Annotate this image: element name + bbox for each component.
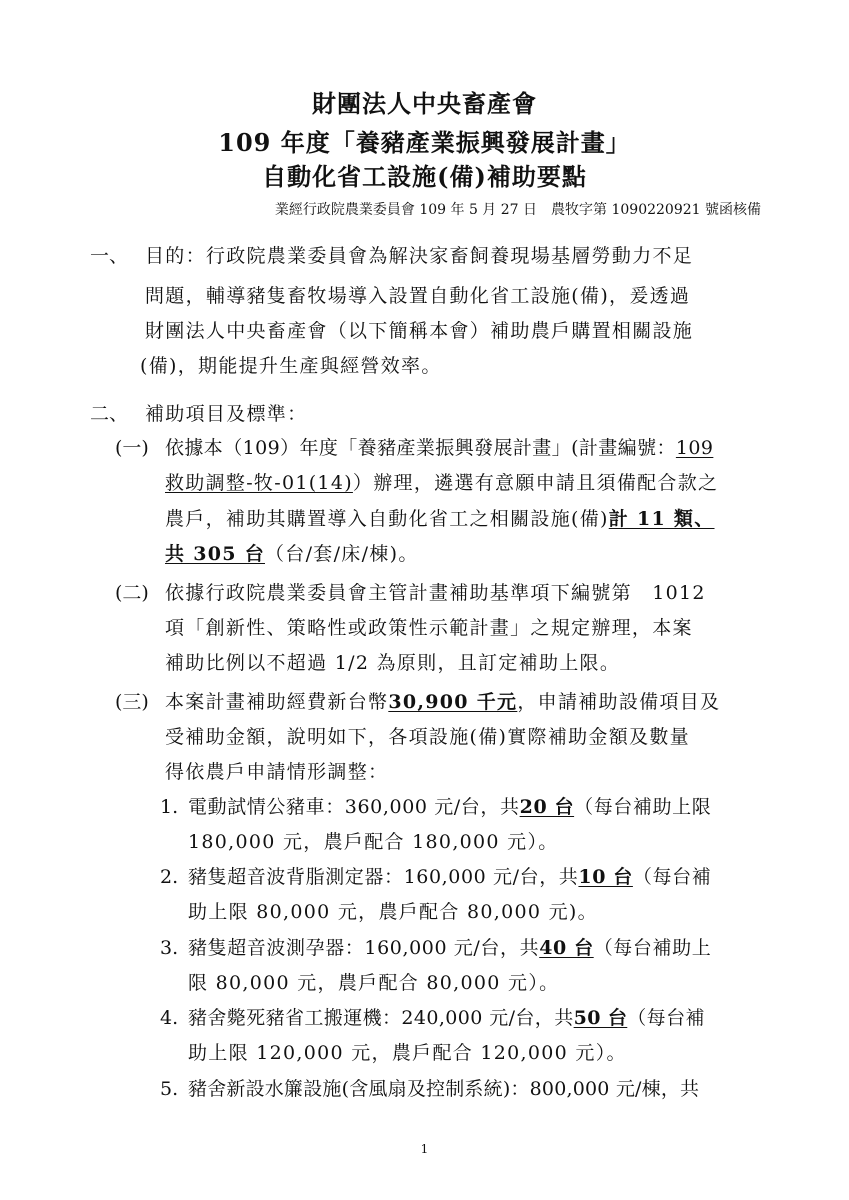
paragraph-3-line: 得依農戶申請情形調整： xyxy=(165,761,389,783)
list-item-continuation: 180,000 元，農戶配合 180,000 元）。 xyxy=(188,831,559,853)
title-subsidy-rules: 自動化省工設施(備)補助要點 xyxy=(262,162,587,191)
item-number: 2. xyxy=(160,866,179,888)
section-1-line: 財團法人中央畜產會（以下簡稱本會）補助農戶購置相關設施 xyxy=(145,320,694,342)
section-1-line: 問題，輔導豬隻畜牧場導入設置自動化省工設施(備)，爰透過 xyxy=(145,285,691,307)
list-item: 豬舍新設水簾設施(含風扇及控制系統)：800,000 元/棟，共 xyxy=(188,1078,700,1100)
item-number: 1. xyxy=(160,796,179,818)
paragraph-3-line: 受補助金額，說明如下，各項設施(備)實際補助金額及數量 xyxy=(165,726,690,748)
section-1-line: 目的：行政院農業委員會為解決家畜飼養現場基層勞動力不足 xyxy=(145,245,694,267)
paragraph-2-line: 補助比例以不超過 1/2 為原則，且訂定補助上限。 xyxy=(165,652,621,674)
paragraph-3-line: 本案計畫補助經費新台幣30,900 千元，申請補助設備項目及 xyxy=(165,691,721,713)
paragraph-3-number: (三) xyxy=(115,691,149,713)
list-item-continuation: 助上限 80,000 元，農戶配合 80,000 元)。 xyxy=(188,901,598,923)
list-item: 豬隻超音波測孕器：160,000 元/台，共40 台（每台補助上 xyxy=(188,937,712,959)
list-item-continuation: 限 80,000 元，農戶配合 80,000 元）。 xyxy=(188,972,560,994)
section-2-number: 二、 xyxy=(90,403,129,425)
title-organization: 財團法人中央畜產會 xyxy=(312,89,537,118)
paragraph-2-number: (二) xyxy=(115,582,149,604)
paragraph-1-line: 依據本（109）年度「養豬產業振興發展計畫」(計畫編號：109 xyxy=(165,437,714,459)
list-item: 電動試情公豬車：360,000 元/台，共20 台（每台補助上限 xyxy=(188,796,712,818)
title-plan: 109 年度「養豬產業振興發展計畫」 xyxy=(218,128,631,157)
page-number: 1 xyxy=(420,1142,429,1156)
paragraph-1-line: 共 305 台（台/套/床/棟)。 xyxy=(165,543,419,565)
item-number: 5. xyxy=(160,1078,179,1100)
list-item: 豬隻超音波背脂測定器：160,000 元/台，共10 台（每台補 xyxy=(188,866,712,888)
section-2-heading: 補助項目及標準： xyxy=(145,403,308,425)
paragraph-2-line: 項「創新性、策略性或政策性示範計畫」之規定辦理，本案 xyxy=(165,617,693,639)
paragraph-2-line: 依據行政院農業委員會主管計畫補助基準項下編號第 1012 xyxy=(165,582,706,604)
list-item-continuation: 助上限 120,000 元，農戶配合 120,000 元）。 xyxy=(188,1042,627,1064)
section-1-number: 一、 xyxy=(90,245,129,267)
paragraph-1-line: 農戶，補助其購置導入自動化省工之相關設施(備)計 11 類、 xyxy=(165,508,715,530)
paragraph-1-number: (一) xyxy=(115,437,149,459)
section-1-line: (備)，期能提升生產與經營效率。 xyxy=(140,355,442,377)
paragraph-1-line: 救助調整-牧-01(14)）辦理，遴選有意願申請且須備配合款之 xyxy=(165,472,719,494)
item-number: 3. xyxy=(160,937,179,959)
approval-note: 業經行政院農業委員會 109 年 5 月 27 日 農牧字第 1090220921 號函核備 xyxy=(274,202,761,218)
list-item: 豬舍斃死豬省工搬運機：240,000 元/台，共50 台（每台補 xyxy=(188,1007,705,1029)
item-number: 4. xyxy=(160,1007,179,1029)
